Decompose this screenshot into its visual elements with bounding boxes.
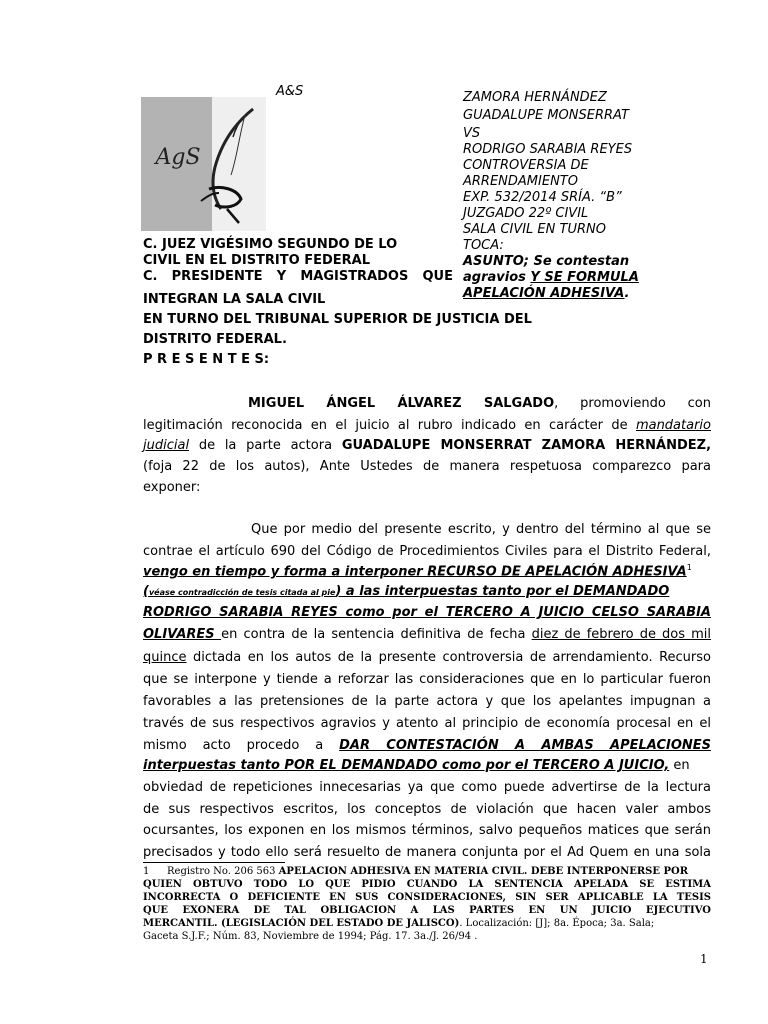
- paragraph-line: RODRIGO SARABIA REYES como por el TERCERO A JUICIO CELSO SARABIA: [143, 605, 711, 620]
- footnote-line: INCORRECTA O DEFICIENTE EN SUS CONSIDERACIONES, SIN SER APLICABLE LA TESIS: [143, 892, 711, 903]
- paragraph-line: mismo acto procedo a DAR CONTESTACIÓN A AMBAS APELACIONES: [143, 738, 711, 753]
- addressee-line: INTEGRAN LA SALA CIVIL: [143, 292, 326, 307]
- footnote-line: Gaceta S.J.F.; Núm. 83, Noviembre de 1994; Pág. 17. 3a./J. 26/94 .: [143, 931, 478, 942]
- footnote-line: 1 Registro No. 206 563 APELACION ADHESIVA EN MATERIA CIVIL. DEBE INTERPONERSE POR: [143, 866, 689, 877]
- addressee-line: C. JUEZ VIGÉSIMO SEGUNDO DE LO: [143, 237, 398, 252]
- case-line: GUADALUPE MONSERRAT: [463, 108, 629, 123]
- paragraph-line: MIGUEL ÁNGEL ÁLVAREZ SALGADO, promoviendo con: [248, 396, 711, 411]
- paragraph-line: (véase contradicción de tesis citada al pie) a las interpuestas tanto por el DEMANDADO: [143, 584, 670, 599]
- paragraph-line: través de sus respectivos agravios y atento al principio de economía procesal en el: [143, 716, 711, 731]
- paragraph-line: favorables a las pretensiones de la parte actora y que los apelantes impugnan a: [143, 694, 711, 709]
- case-line: SALA CIVIL EN TURNO: [463, 222, 606, 237]
- addressee-line: EN TURNO DEL TRIBUNAL SUPERIOR DE JUSTICIA DEL: [143, 312, 532, 327]
- paragraph-line: contrae el artículo 690 del Código de Procedimientos Civiles para el Distrito Federal,: [143, 544, 711, 559]
- footnote-line: MERCANTIL. (LEGISLACIÓN DEL ESTADO DE JALISCO). Localización: [J]; 8a. Época; 3a. Sala;: [143, 918, 655, 929]
- asunto-line: agravios Y SE FORMULA: [463, 270, 639, 285]
- paragraph-line: precisados y todo ello será resuelto de manera conjunta por el Ad Quem en una sola: [143, 845, 711, 860]
- footnote-separator: [143, 862, 285, 863]
- paragraph-line: OLIVARES en contra de la sentencia definitiva de fecha diez de febrero de dos mil: [143, 627, 712, 642]
- paragraph-line: de sus respectivos escritos, los conceptos de violación que hacen valer ambos: [143, 802, 711, 817]
- page-number: 1: [700, 952, 708, 966]
- case-line: CONTROVERSIA DE: [463, 158, 589, 173]
- logo-text: A&S: [276, 84, 304, 99]
- paragraph-line: exponer:: [143, 480, 201, 495]
- case-line: EXP. 532/2014 SRÍA. “B”: [463, 190, 622, 205]
- case-line: ZAMORA HERNÁNDEZ: [463, 90, 607, 105]
- paragraph-line: obviedad de repeticiones innecesarias ya que como puede advertirse de la lectura: [143, 780, 711, 795]
- paragraph-line: vengo en tiempo y forma a interponer RECURSO DE APELACIÓN ADHESIVA$^1$: [143, 563, 692, 580]
- paragraph-line: judicial de la parte actora GUADALUPE MONSERRAT ZAMORA HERNÁNDEZ,: [143, 438, 712, 453]
- paragraph-line: que se interpone y tiende a reforzar las consideraciones que en lo particular fueron: [143, 672, 711, 687]
- paragraph-line: legitimación reconocida en el juicio al rubro indicado en carácter de mandatario: [143, 418, 711, 433]
- asunto-line: ASUNTO; Se contestan: [463, 254, 630, 269]
- case-line: RODRIGO SARABIA REYES: [463, 142, 633, 157]
- case-line: JUZGADO 22º CIVIL: [463, 206, 589, 221]
- paragraph-line: interpuestas tanto POR EL DEMANDADO como por el TERCERO A JUICIO, en: [143, 758, 690, 773]
- case-line: TOCA:: [463, 238, 504, 253]
- addressee-line: P R E S E N T E S:: [143, 352, 270, 367]
- addressee-line: DISTRITO FEDERAL.: [143, 332, 287, 347]
- case-line: ARRENDAMIENTO: [463, 174, 578, 189]
- paragraph-line: quince dictada en los autos de la presente controversia de arrendamiento. Recurso: [143, 650, 711, 665]
- addressee-line: CIVIL EN EL DISTRITO FEDERAL: [143, 253, 370, 268]
- paragraph-line: Que por medio del presente escrito, y dentro del término al que se: [251, 522, 711, 537]
- paragraph-line: ocursantes, los exponen en los mismos términos, salvo pequeños matices que serán: [143, 823, 711, 838]
- asunto-line: APELACIÓN ADHESIVA.: [463, 286, 630, 301]
- addressee-line: C. PRESIDENTE Y MAGISTRADOS QUE: [143, 269, 453, 284]
- logo-image: [141, 97, 266, 231]
- footnote-line: QUE EXONERA DE TAL OBLIGACION A LAS PARTES EN UN JUICIO EJECUTIVO: [143, 905, 711, 916]
- case-line: VS: [463, 126, 481, 141]
- logo-monogram: AgS: [155, 145, 201, 170]
- footnote-line: QUIEN OBTUVO TODO LO QUE PIDIO CUANDO LA SENTENCIA APELADA SE ESTIMA: [143, 879, 711, 890]
- paragraph-line: (foja 22 de los autos), Ante Ustedes de manera respetuosa comparezco para: [143, 459, 711, 474]
